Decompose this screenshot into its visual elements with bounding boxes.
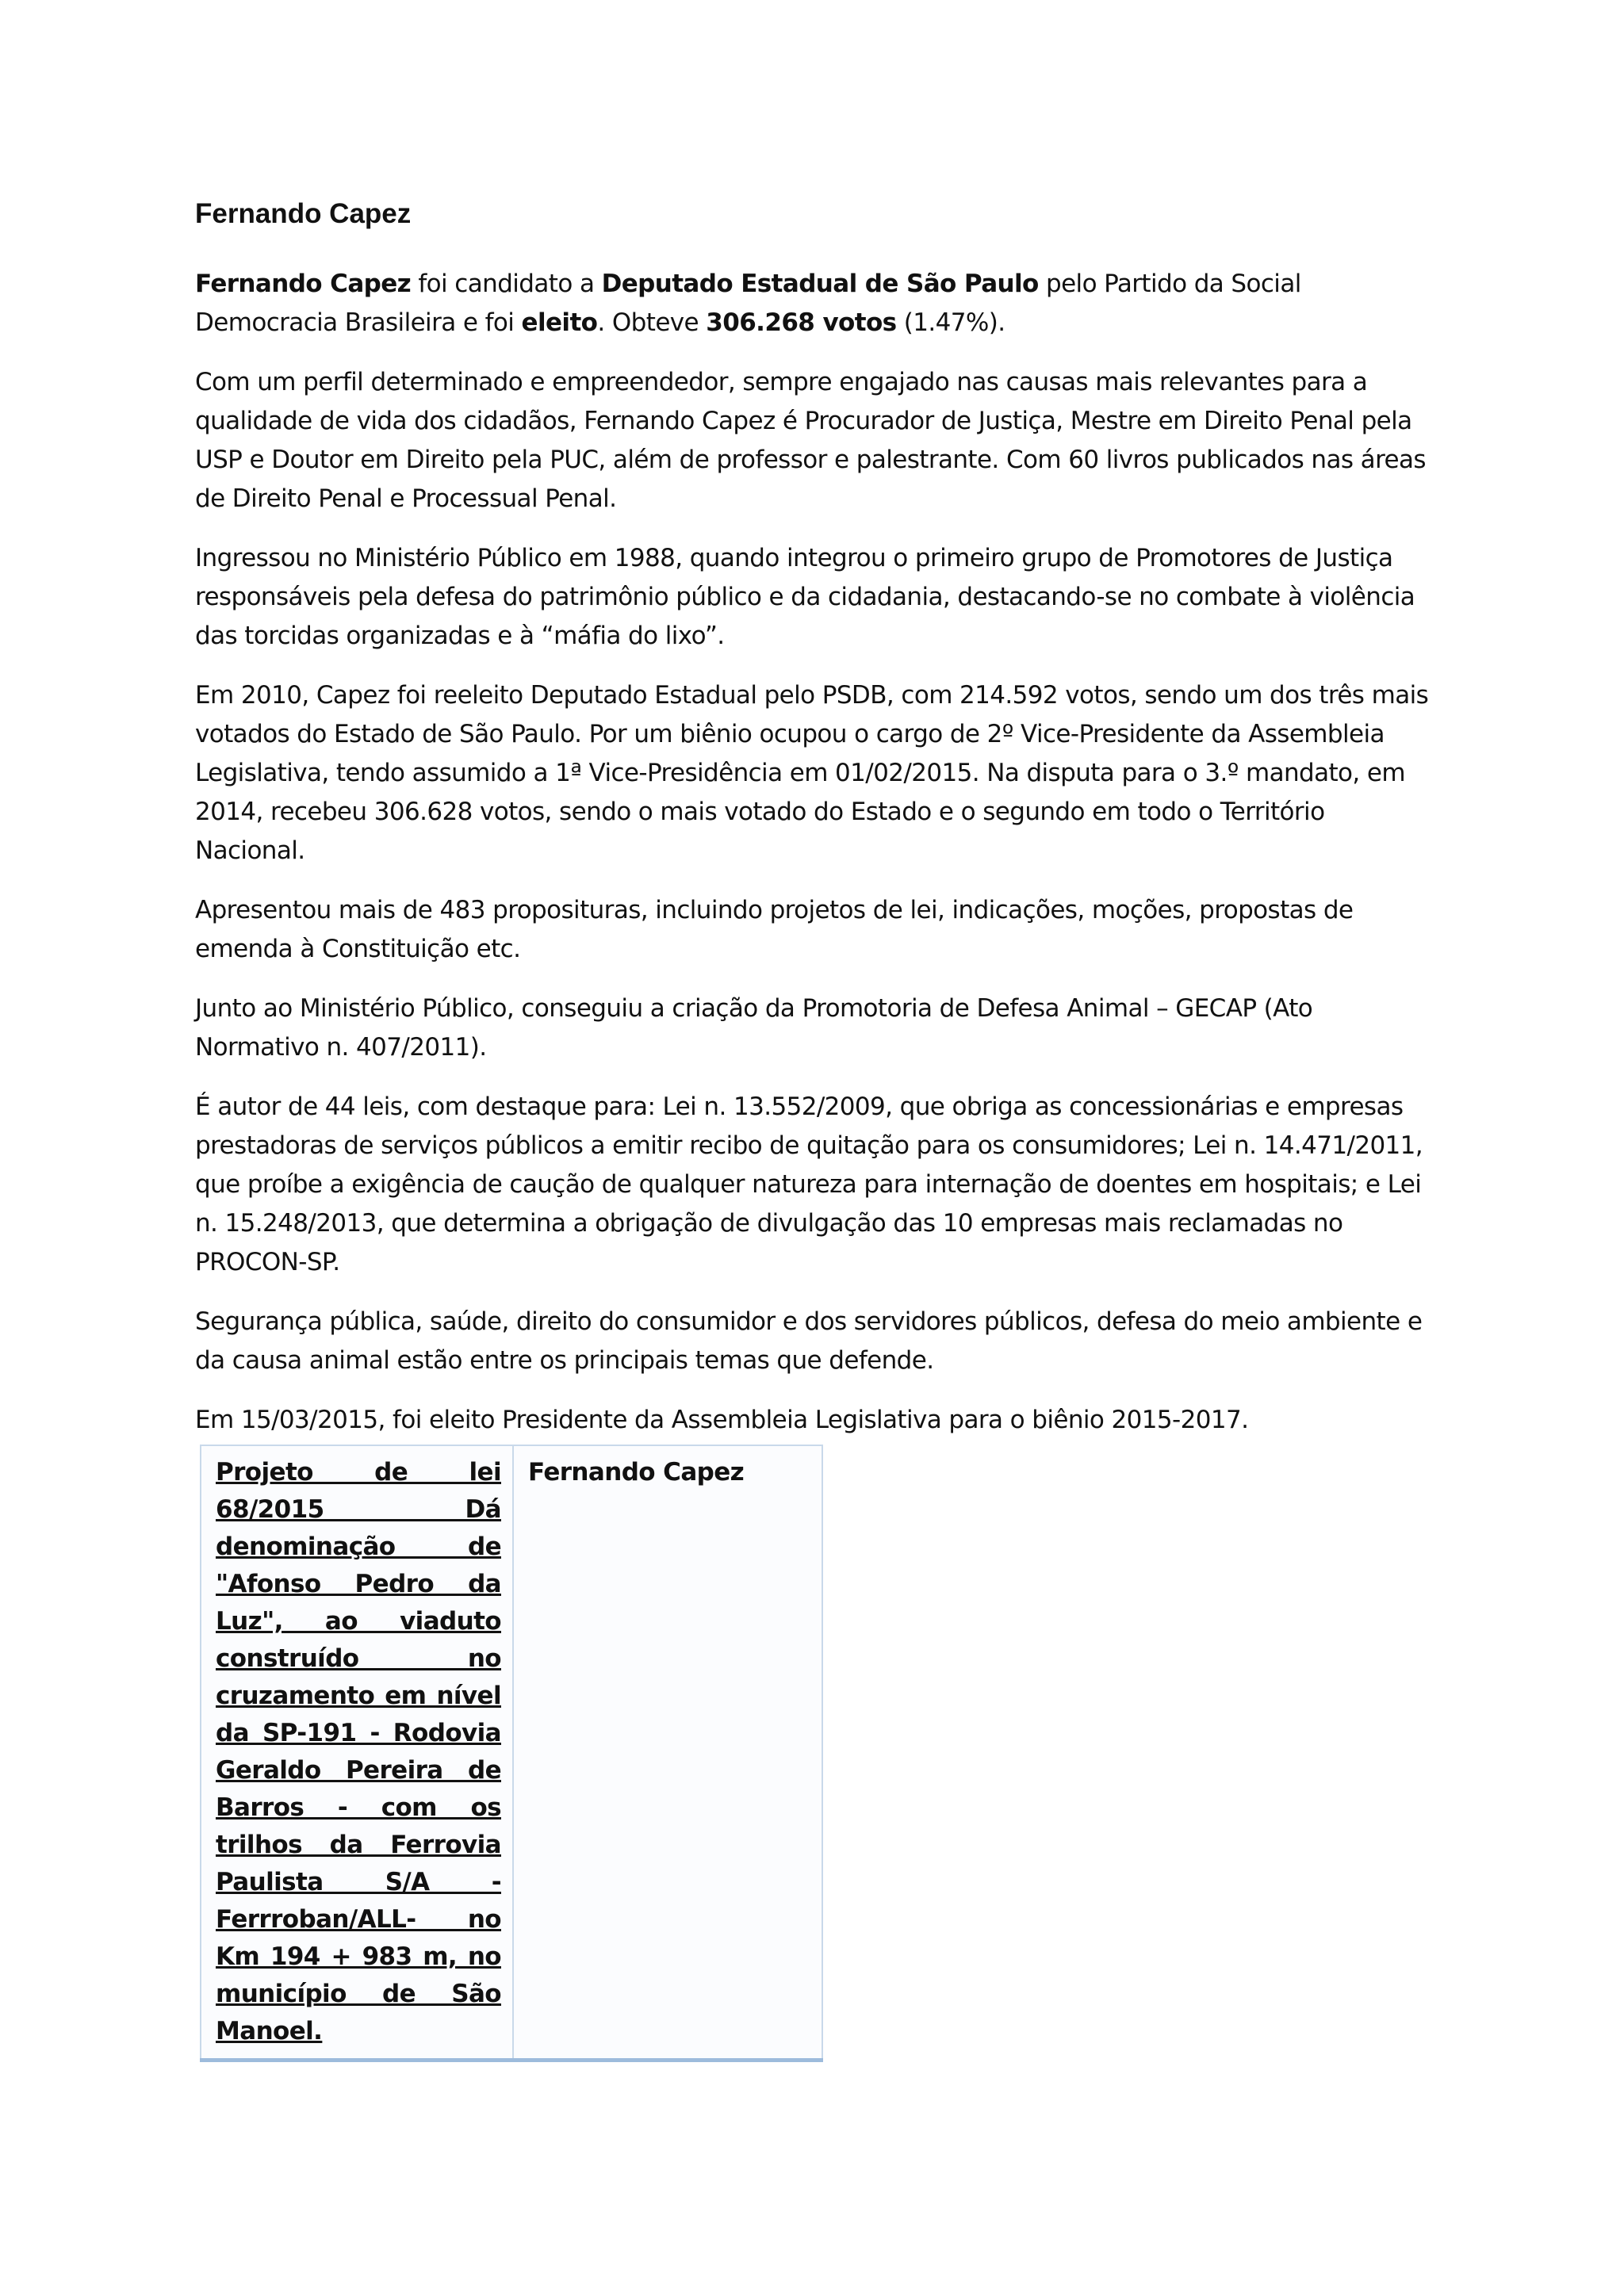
vote-count: 306.268 votos (706, 308, 897, 337)
document-title: Fernando Capez (195, 198, 412, 229)
paragraph-gecap: Junto ao Ministério Público, conseguiu a criação da Promotoria de Defesa Animal – GECAP (Ato Normativo n. 407/2011). (195, 994, 1313, 1062)
paragraph-ministerio: Ingressou no Ministério Público em 1988, quando integrou o primeiro grupo de Promotores de Justiça responsáveis pela defesa do patrimônio público e da cidadania, destacando-se no combate à violência das torcidas organizadas e à “máfia do lixo”. (195, 544, 1415, 650)
author-cell: Fernando Capez (513, 1445, 822, 2061)
paragraph-reelection: Em 2010, Capez foi reeleito Deputado Estadual pelo PSDB, com 214.592 votos, sendo um dos três mais votados do Estado de São Paulo. Por um biênio ocupou o cargo de 2º Vice-Presidente da Assembleia Legislativa, tendo assumido a 1ª Vice-Presidência em 01/02/2015. Na disputa para o 3.º mandato, em 2014, recebeu 306.628 votos, sendo o mais votado do Estado e o segundo em todo o Território Nacional. (195, 681, 1429, 865)
project-link[interactable]: Projeto de lei 68/2015 Dá denominação de "Afonso Pedro da Luz", ao viaduto construído no cruzamento em nível da SP-191 - Rodovia Geraldo Pereira de Barros - com os trilhos da Ferrovia Paulista S/A - Ferrroban/ALL- no Km 194 + 983 m, no município de São Manoel. (216, 1458, 501, 2045)
intro-text-1: foi candidato a (411, 270, 602, 298)
paragraph-profile: Com um perfil determinado e empreendedor, sempre engajado nas causas mais relevantes para a qualidade de vida dos cidadãos, Fernando Capez é Procurador de Justiça, Mestre em Direito Penal pela USP e Doutor em Direito pela PUC, além de professor e palestrante. Com 60 livros publicados nas áreas de Direito Penal e Processual Penal. (195, 368, 1426, 513)
project-cell (201, 1445, 513, 2061)
table-row (201, 1445, 822, 2061)
document-page (195, 195, 1440, 2062)
paragraph-themes: Segurança pública, saúde, direito do consumidor e dos servidores públicos, defesa do meio ambiente e da causa animal estão entre os principais temas que defende. (195, 1307, 1423, 1375)
paragraph-proposals: Apresentou mais de 483 proposituras, incluindo projetos de lei, indicações, moções, propostas de emenda à Constituição etc. (195, 896, 1354, 963)
intro-text-3: . Obteve (597, 308, 707, 337)
intro-text-4: (1.47%). (896, 308, 1005, 337)
paragraph-laws: É autor de 44 leis, com destaque para: Lei n. 13.552/2009, que obriga as concessionárias e empresas prestadoras de serviços públicos a emitir recibo de quitação para os consumidores; Lei n. 14.471/2011, que proíbe a exigência de caução de qualquer natureza para internação de doentes em hospitais; e Lei n. 15.248/2013, que determina a obrigação de divulgação das 10 empresas mais reclamadas no PROCON-SP. (195, 1093, 1423, 1276)
office-name: Deputado Estadual de São Paulo (601, 270, 1039, 298)
candidate-name: Fernando Capez (195, 270, 412, 298)
paragraph-presidency: Em 15/03/2015, foi eleito Presidente da Assembleia Legislativa para o biênio 2015-2017. (195, 1406, 1249, 1434)
intro-text-2: pelo Partido da Social Democracia Brasileira e foi (195, 270, 1301, 337)
intro-paragraph (195, 265, 1440, 342)
election-result: eleito (521, 308, 598, 337)
project-table (200, 1445, 823, 2062)
